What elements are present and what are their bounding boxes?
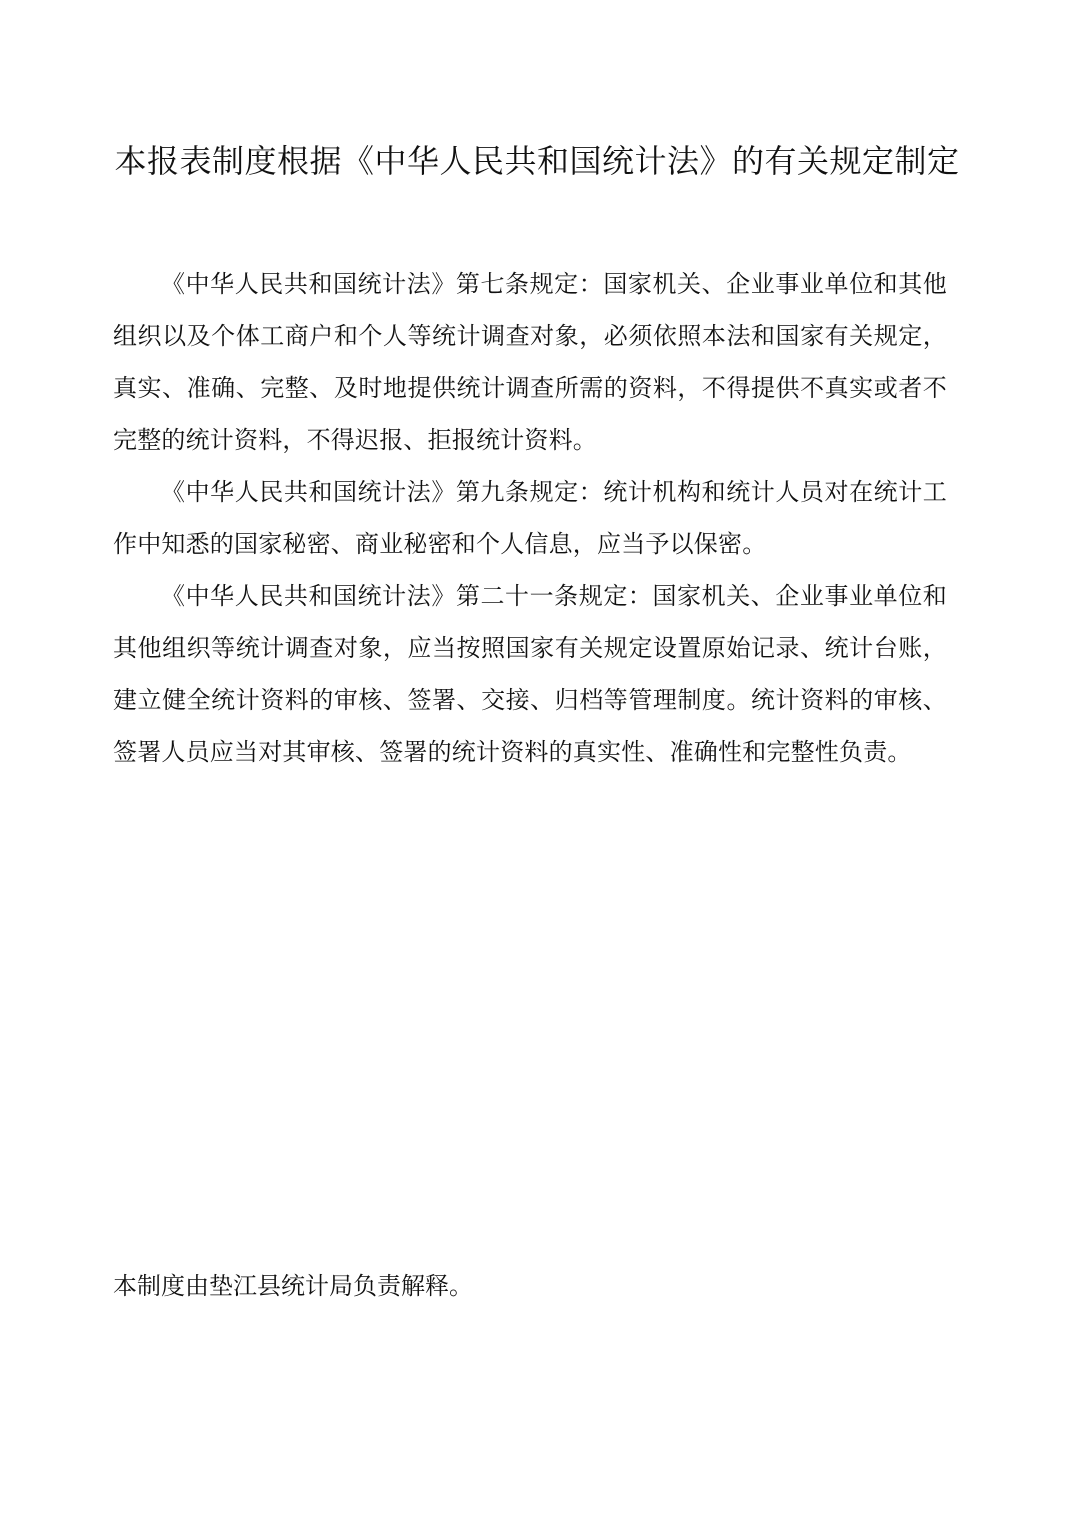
paragraph-article-7: 《中华人民共和国统计法》第七条规定：国家机关、企业事业单位和其他组织以及个体工商户和个人等统计调查对象，必须依照本法和国家有关规定，真实、准确、完整、及时地提供统计调查所需的资料，不得提供不真实或者不完整的统计资料，不得迟报、拒报统计资料。	[113, 270, 947, 454]
footer-note: 本制度由垫江县统计局负责解释。	[113, 1272, 473, 1300]
paragraph-article-9: 《中华人民共和国统计法》第九条规定：统计机构和统计人员对在统计工作中知悉的国家秘密、商业秘密和个人信息，应当予以保密。	[113, 478, 947, 558]
document-body	[113, 258, 947, 778]
page-title: 本报表制度根据《中华人民共和国统计法》的有关规定制定	[114, 142, 960, 180]
paragraph-article-21: 《中华人民共和国统计法》第二十一条规定：国家机关、企业事业单位和其他组织等统计调查对象，应当按照国家有关规定设置原始记录、统计台账，建立健全统计资料的审核、签署、交接、归档等管理制度。统计资料的审核、签署人员应当对其审核、签署的统计资料的真实性、准确性和完整性负责。	[113, 582, 947, 766]
